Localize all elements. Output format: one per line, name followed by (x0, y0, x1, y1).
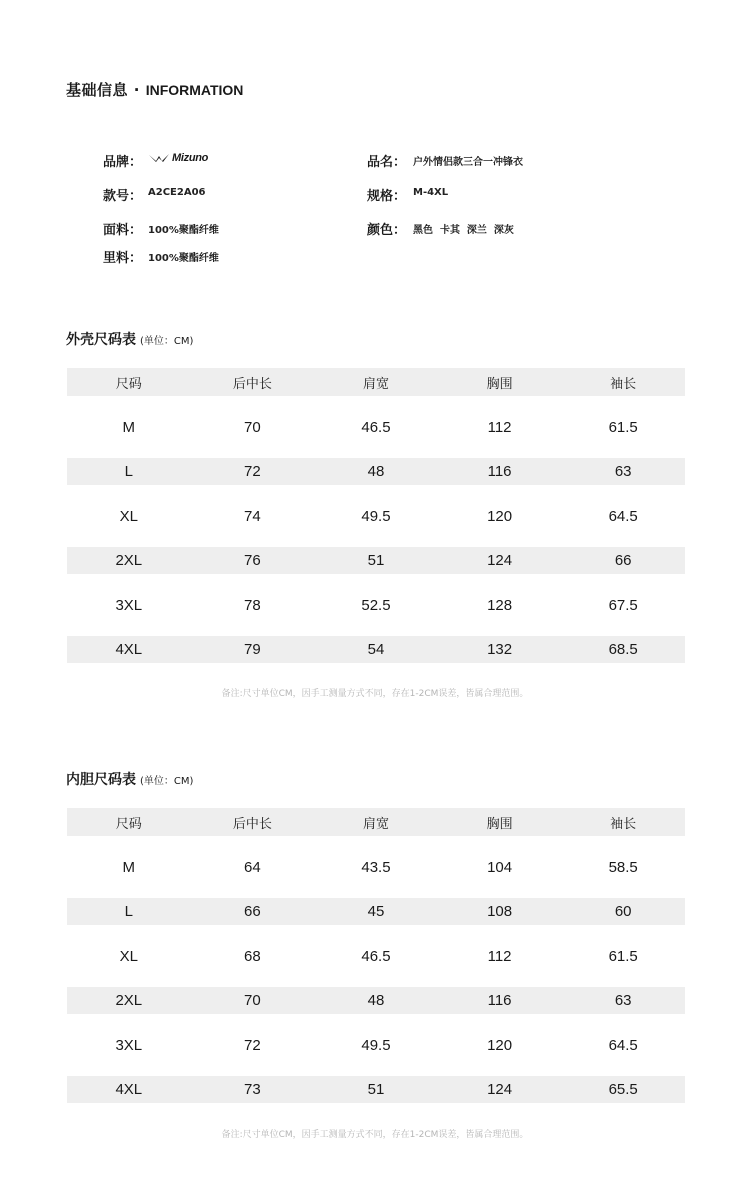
fabric-value: 100%聚酯纤维 (148, 225, 219, 236)
header-size: 尺码 (67, 368, 191, 396)
runbird-icon (148, 153, 170, 163)
cell-sleeve: 64.5 (608, 1036, 638, 1054)
cell-back-length: 72 (244, 1036, 261, 1054)
cell-sleeve: 67.5 (608, 596, 638, 614)
cell-shoulder: 54 (314, 636, 438, 663)
cell-back-length: 68 (244, 947, 261, 965)
header-shoulder: 肩宽 (314, 808, 438, 836)
table-row (67, 485, 685, 547)
info-title-cn: 基础信息 (66, 81, 129, 99)
inner-table-title-text: 内胆尺码表 (66, 772, 136, 788)
cell-size: 2XL (67, 987, 191, 1014)
cell-chest: 112 (487, 418, 512, 436)
header-back-length: 后中长 (191, 808, 315, 836)
cell-shoulder: 49.5 (361, 507, 391, 525)
cell-size: M (122, 418, 136, 436)
cell-size: 3XL (115, 1036, 143, 1054)
cell-back-length: 70 (191, 987, 315, 1014)
cell-chest: 108 (438, 898, 562, 925)
cell-sleeve: 58.5 (608, 858, 638, 876)
table-row (67, 1076, 685, 1103)
cell-sleeve: 66 (561, 547, 685, 574)
table-row (67, 1014, 685, 1076)
cell-chest: 124 (438, 1076, 562, 1103)
brand-logo-text: Mizuno (172, 152, 209, 164)
cell-chest: 104 (487, 858, 513, 876)
cell-back-length: 72 (191, 458, 315, 485)
cell-chest: 132 (438, 636, 562, 663)
outer-table-unit: (单位：CM) (140, 336, 194, 347)
table-row (67, 396, 685, 458)
cell-shoulder: 49.5 (361, 1036, 391, 1054)
cell-back-length: 79 (191, 636, 315, 663)
table-row (67, 925, 685, 987)
outer-size-table (67, 368, 685, 663)
cell-chest: 120 (487, 1036, 513, 1054)
table-row (67, 836, 685, 898)
color-value: 黑色 卡其 深兰 深灰 (413, 225, 514, 236)
table-row (67, 987, 685, 1014)
header-sleeve: 袖长 (561, 808, 685, 836)
cell-sleeve: 65.5 (561, 1076, 685, 1103)
table-header-row (67, 368, 685, 396)
table-row (67, 574, 685, 636)
cell-sleeve: 61.5 (608, 947, 638, 965)
cell-size: XL (119, 947, 138, 965)
fabric-label: 面料： (103, 223, 143, 238)
model-value: A2CE2A06 (148, 187, 206, 198)
cell-sleeve: 63 (561, 458, 685, 485)
inner-table-unit: (单位：CM) (140, 776, 194, 787)
cell-shoulder: 48 (314, 987, 438, 1014)
header-sleeve: 袖长 (561, 368, 685, 396)
cell-back-length: 64 (244, 858, 261, 876)
cell-chest: 116 (438, 458, 562, 485)
cell-sleeve: 60 (561, 898, 685, 925)
name-label: 品名： (367, 155, 407, 170)
lining-value: 100%聚酯纤维 (148, 253, 219, 264)
table-header-row (67, 808, 685, 836)
cell-shoulder: 52.5 (361, 596, 391, 614)
spec-label: 规格： (367, 189, 407, 204)
outer-table-title-text: 外壳尺码表 (66, 332, 136, 348)
cell-shoulder: 51 (314, 547, 438, 574)
lining-label: 里料： (103, 251, 143, 266)
cell-back-length: 70 (244, 418, 261, 436)
info-title-separator: · (133, 81, 140, 99)
cell-sleeve: 61.5 (608, 418, 638, 436)
cell-sleeve: 64.5 (608, 507, 638, 525)
cell-size: 4XL (67, 1076, 191, 1103)
header-back-length: 后中长 (191, 368, 315, 396)
cell-back-length: 73 (191, 1076, 315, 1103)
outer-table-note: 备注:尺寸单位CM，因手工测量方式不同，存在1-2CM误差，皆属合理范围。 (221, 689, 529, 699)
cell-chest: 128 (487, 596, 513, 614)
cell-size: XL (119, 507, 138, 525)
cell-size: 2XL (67, 547, 191, 574)
inner-size-table (67, 808, 685, 1103)
cell-shoulder: 43.5 (361, 858, 391, 876)
info-section-title (66, 79, 243, 100)
info-title-en: INFORMATION (145, 82, 244, 98)
cell-chest: 120 (487, 507, 513, 525)
name-value: 户外情侣款三合一冲锋衣 (413, 157, 523, 168)
cell-size: M (122, 858, 136, 876)
cell-shoulder: 46.5 (361, 418, 391, 436)
brand-label: 品牌： (103, 155, 143, 170)
cell-size: L (67, 458, 191, 485)
cell-chest: 112 (487, 947, 512, 965)
cell-sleeve: 68.5 (561, 636, 685, 663)
table-row (67, 636, 685, 663)
table-row (67, 547, 685, 574)
cell-size: 3XL (115, 596, 143, 614)
cell-back-length: 76 (191, 547, 315, 574)
outer-table-title (66, 329, 193, 349)
cell-back-length: 78 (244, 596, 261, 614)
cell-shoulder: 48 (314, 458, 438, 485)
cell-shoulder: 51 (314, 1076, 438, 1103)
cell-chest: 124 (438, 547, 562, 574)
header-chest: 胸围 (438, 808, 562, 836)
color-label: 颜色： (367, 223, 407, 238)
cell-shoulder: 45 (314, 898, 438, 925)
table-row (67, 458, 685, 485)
cell-back-length: 66 (191, 898, 315, 925)
header-shoulder: 肩宽 (314, 368, 438, 396)
cell-sleeve: 63 (561, 987, 685, 1014)
header-size: 尺码 (67, 808, 191, 836)
table-row (67, 898, 685, 925)
model-label: 款号： (103, 189, 143, 204)
cell-shoulder: 46.5 (361, 947, 391, 965)
spec-value: M-4XL (413, 187, 449, 198)
cell-chest: 116 (438, 987, 562, 1014)
inner-table-note: 备注:尺寸单位CM，因手工测量方式不同，存在1-2CM误差，皆属合理范围。 (221, 1130, 529, 1140)
inner-table-title (66, 769, 193, 789)
mizuno-logo (148, 152, 208, 164)
cell-back-length: 74 (244, 507, 261, 525)
header-chest: 胸围 (438, 368, 562, 396)
cell-size: L (67, 898, 191, 925)
cell-size: 4XL (67, 636, 191, 663)
